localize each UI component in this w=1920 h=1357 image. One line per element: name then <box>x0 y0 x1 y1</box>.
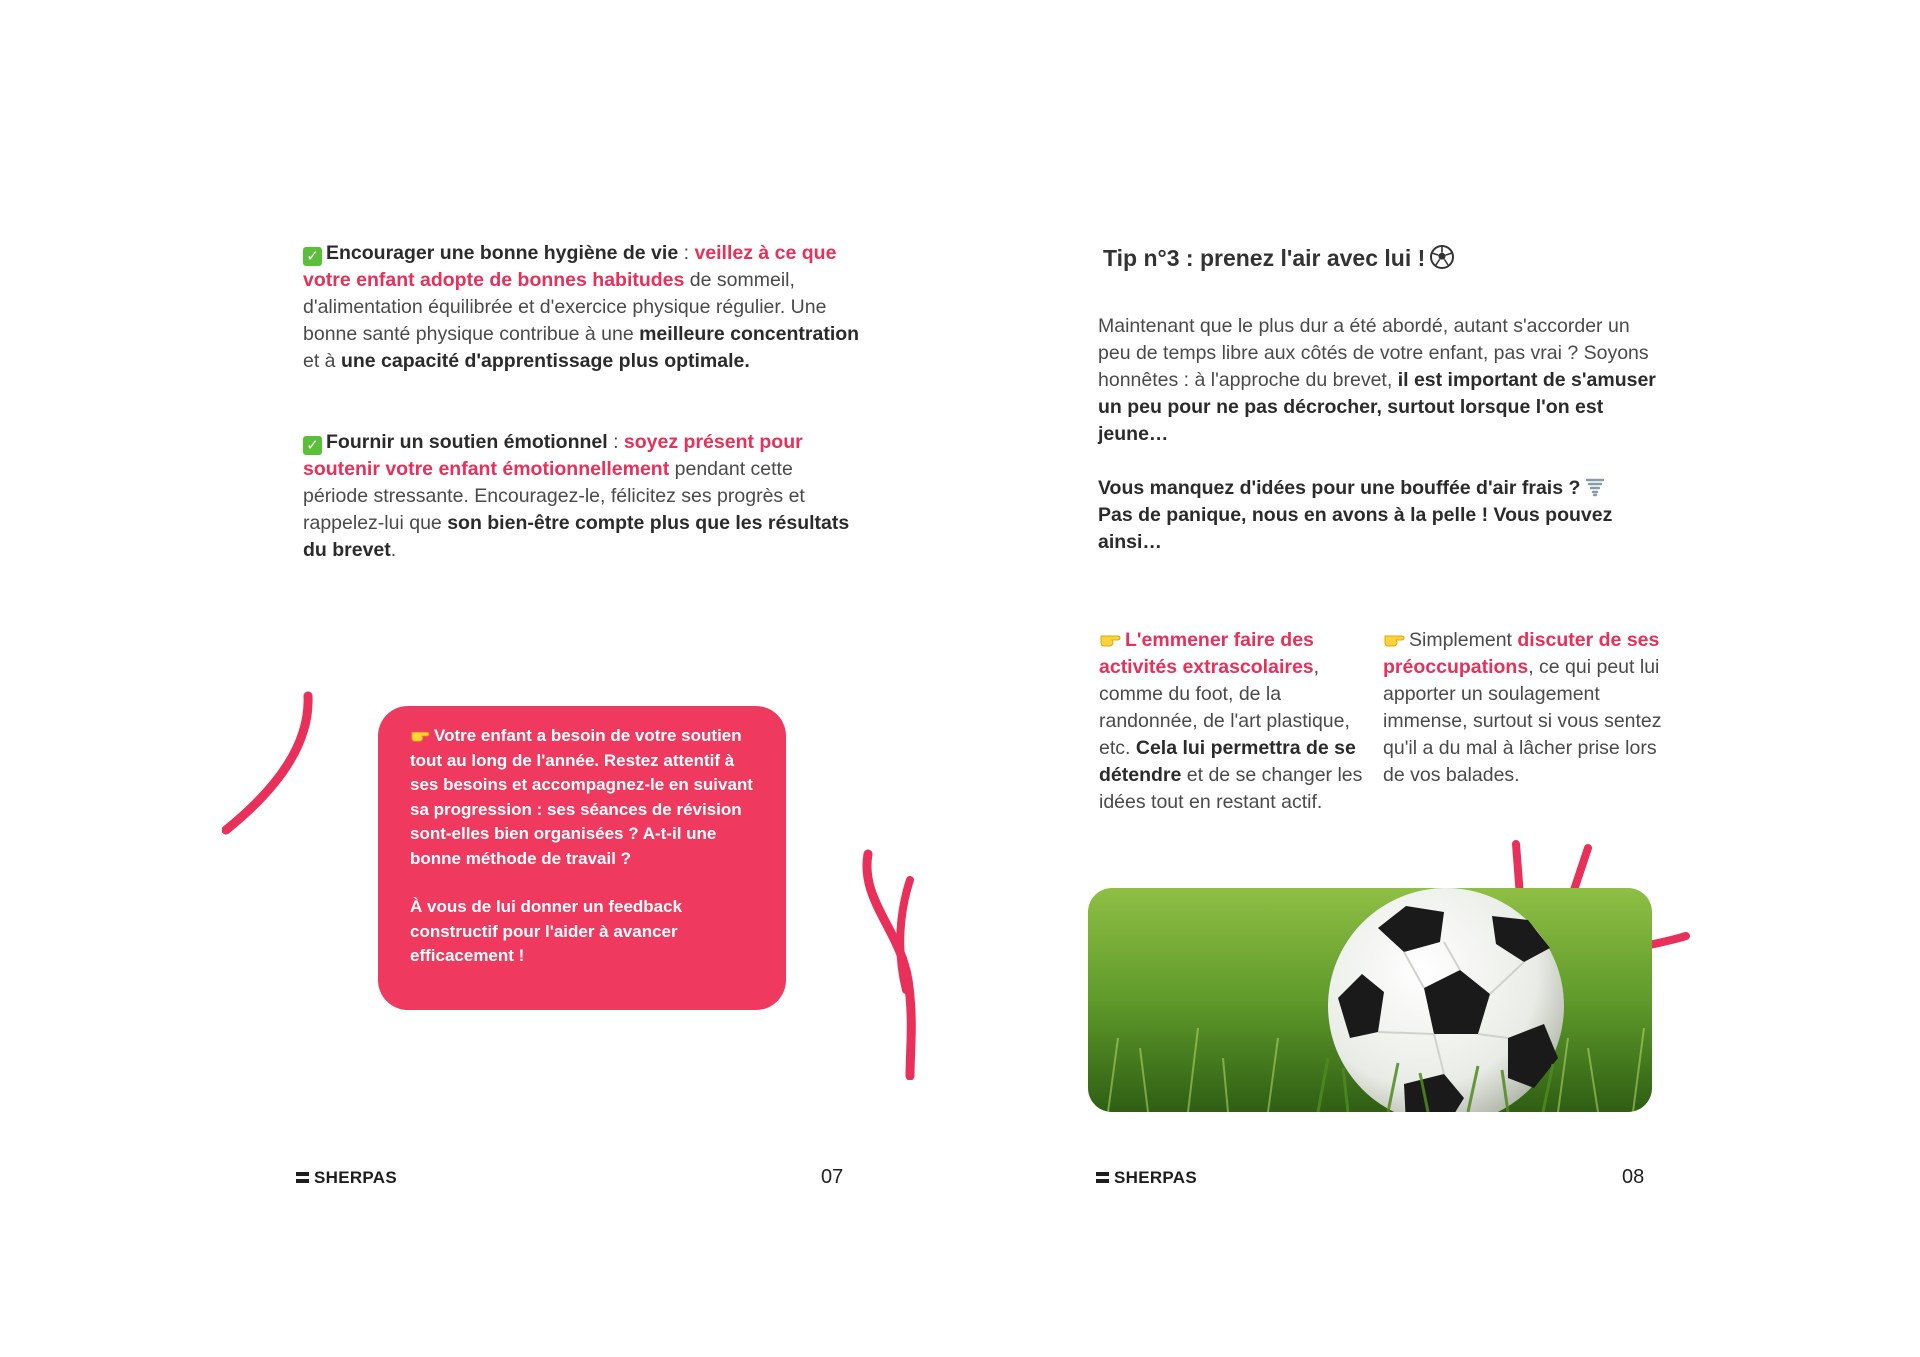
support-callout <box>378 706 786 1010</box>
hygiene-bold1: meilleure concentration <box>639 323 860 345</box>
idea-extrascolaire <box>1099 627 1369 816</box>
decorative-stroke-left <box>222 690 322 840</box>
ideas-paragraph <box>1098 475 1658 556</box>
soutien-highlight: soyez présent pour soutenir votre enfant émotionnellement <box>303 431 803 480</box>
col-left-highlight: L'emmener faire des activités extrascolaires <box>1099 629 1314 678</box>
hygiene-highlight: veillez à ce que votre enfant adopte de bonnes habitudes <box>303 242 837 291</box>
callout-para2-text: À vous de lui donner un feedback constructif pour l'aider à avancer efficacement ! <box>410 897 683 965</box>
tip-title-text: Tip n°3 : prenez l'air avec lui ! <box>1103 245 1426 271</box>
callout-para2 <box>410 895 758 969</box>
col-left-text1: , comme du foot, de la randonnée, de l'art plastique, etc. <box>1099 656 1350 759</box>
soutien-text1: pendant cette période stressante. Encouragez-le, félicitez ses progrès et rappelez-lui que <box>303 458 805 534</box>
soccer-ball-icon <box>1429 244 1455 270</box>
hygiene-bold2: une capacité d'apprentissage plus optimale. <box>340 350 750 372</box>
soccer-ball-photo <box>1088 888 1652 1112</box>
pointing-hand-icon <box>1099 630 1121 648</box>
col-left-bold1: Cela lui permettra de se détendre <box>1099 737 1356 786</box>
sherpas-logo <box>1096 1168 1197 1188</box>
logo-text: SHERPAS <box>1114 1168 1198 1187</box>
hygiene-text1: de sommeil, d'alimentation équilibrée et d'exercice physique régulier. Une bonne santé physique contribue à une <box>303 269 827 345</box>
ideas-bold: Vous manquez d'idées pour une bouffée d'air frais ? <box>1098 477 1586 499</box>
soutien-bold1: son bien-être compte plus que les résultats du brevet <box>303 512 850 561</box>
check-icon: ✓ <box>303 247 322 266</box>
pointing-hand-icon <box>410 727 430 743</box>
sherpas-logo-mark <box>1096 1172 1109 1183</box>
sherpas-logo <box>296 1168 397 1188</box>
soutien-text2: . <box>390 539 397 561</box>
soutien-paragraph <box>303 429 863 564</box>
tip-title <box>1103 244 1455 272</box>
check-icon: ✓ <box>303 436 322 455</box>
col-right-text0: Simplement <box>1409 629 1518 651</box>
callout-para1 <box>410 724 758 871</box>
col-right-text1: , ce qui peut lui apporter un soulagement immense, surtout si vous sentez qu'il a du mal à lâcher prise lors de vos balades. <box>1383 656 1662 786</box>
sherpas-logo-mark <box>296 1172 309 1183</box>
photo-illustration <box>1088 888 1652 1112</box>
idea-discuter <box>1383 627 1668 789</box>
hygiene-lead: Encourager une bonne hygiène de vie <box>326 242 679 264</box>
logo-text: SHERPAS <box>314 1168 398 1187</box>
decorative-stroke-center <box>860 840 920 1080</box>
pointing-hand-icon <box>1383 630 1405 648</box>
intro-text1: Maintenant que le plus dur a été abordé, autant s'accorder un peu de temps libre aux côtés de votre enfant, pas vrai ? Soyons honnêtes : à l'approche du brevet, <box>1098 315 1649 391</box>
tornado-icon <box>1586 477 1604 497</box>
page-number: 08 <box>1622 1166 1645 1188</box>
hygiene-text2: et à <box>303 350 341 372</box>
hygiene-sep: : <box>678 242 695 264</box>
callout-para1-text: Votre enfant a besoin de votre soutien tout au long de l'année. Restez attentif à ses besoins et accompagnez-le en suivant sa progression : ses séances de révision sont-elles bien organisées ? A-t-il une bonne méthode de travail ? <box>410 726 753 868</box>
page-number: 07 <box>821 1166 844 1188</box>
hygiene-paragraph <box>303 240 863 375</box>
ideas-bold2: Pas de panique, nous en avons à la pelle ! Vous pouvez ainsi… <box>1098 504 1613 553</box>
col-left-text2: et de se changer les idées tout en restant actif. <box>1099 764 1363 813</box>
col-right-highlight: discuter de ses préoccupations <box>1383 629 1660 678</box>
soutien-lead: Fournir un soutien émotionnel <box>326 431 608 453</box>
soutien-sep: : <box>607 431 624 453</box>
intro-paragraph <box>1098 313 1658 448</box>
intro-bold1: il est important de s'amuser un peu pour ne pas décrocher, surtout lorsque l'on est jeune… <box>1098 369 1656 445</box>
